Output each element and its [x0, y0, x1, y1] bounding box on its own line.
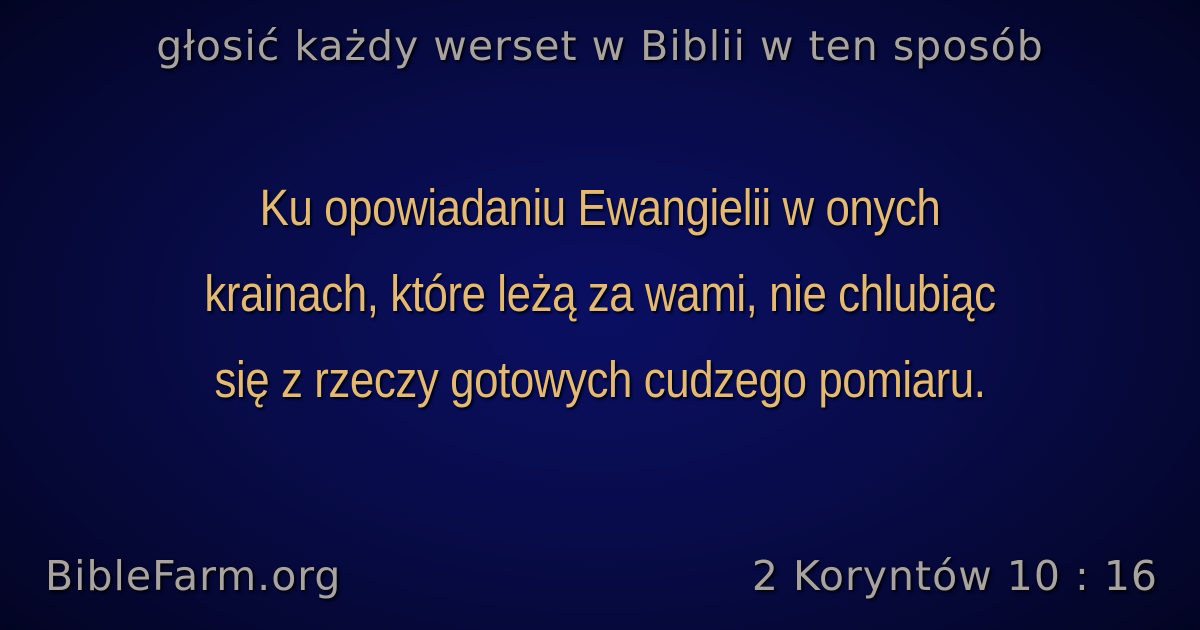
verse-line: Ku opowiadaniu Ewangielii w onych — [259, 179, 941, 236]
site-link[interactable]: BibleFarm.org — [45, 552, 342, 600]
verse-line: się z rzeczy gotowych cudzego pomiaru. — [214, 351, 986, 408]
verse-line: krainach, które leżą za wami, nie chlubiąc — [204, 265, 996, 322]
verse-text — [110, 165, 1090, 423]
tagline: głosić każdy werset w Biblii w ten sposób — [156, 22, 1044, 70]
verse-reference: 2 Koryntów 10 : 16 — [751, 552, 1158, 600]
